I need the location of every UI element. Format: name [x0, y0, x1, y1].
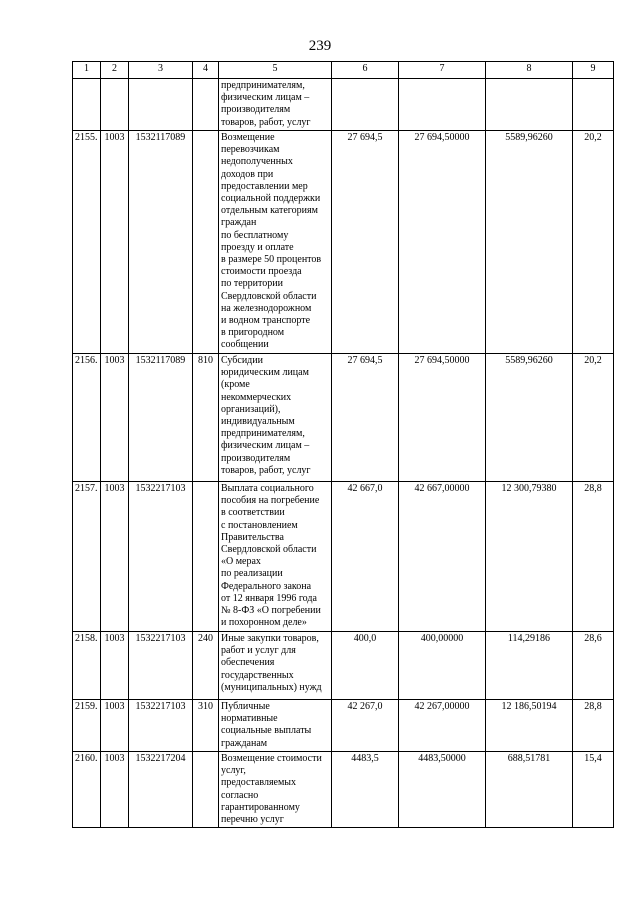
- description-cell: [219, 700, 332, 752]
- approved-amount-cell: 42 267,0: [332, 700, 399, 752]
- column-header: 6: [332, 62, 399, 79]
- executed-amount-cell: 12 300,79380: [486, 482, 573, 632]
- description-line: сообщении: [221, 339, 269, 351]
- page-number: 239: [308, 38, 332, 54]
- description-line: по территории: [221, 278, 283, 290]
- table-body: [73, 79, 614, 828]
- column-header: 5: [219, 62, 332, 79]
- description-line: физическим лицам –: [221, 440, 310, 452]
- description-cell: [219, 632, 332, 700]
- description-line: Возмещение стоимости: [221, 753, 322, 764]
- plan-amount-cell: 4483,50000: [399, 752, 486, 828]
- description-line: стоимости проезда: [221, 266, 302, 278]
- description-line: Правительства: [221, 531, 284, 543]
- target-code-cell: 1532217103: [129, 700, 193, 752]
- column-header: 2: [101, 62, 129, 79]
- description-line: Свердловской области: [221, 290, 317, 302]
- percent-cell: 15,4: [573, 752, 614, 828]
- row-number-cell: [73, 79, 101, 131]
- description-line: граждан: [221, 217, 257, 229]
- row-number-cell: 2159.: [73, 700, 101, 752]
- description-line: перечню услуг: [221, 814, 284, 826]
- expense-type-cell: [193, 752, 219, 828]
- target-code-cell: 1532217204: [129, 752, 193, 828]
- description-line: Публичные: [221, 701, 270, 712]
- table-row: [73, 482, 614, 632]
- executed-amount-cell: 12 186,50194: [486, 700, 573, 752]
- description-line: в пригородном: [221, 327, 285, 339]
- description-line: Субсидии: [221, 355, 263, 366]
- description-line: нормативные: [221, 713, 278, 725]
- description-line: предоставляемых: [221, 777, 297, 789]
- description-line: (муниципальных) нужд: [221, 681, 322, 693]
- expense-type-cell: 310: [193, 700, 219, 752]
- percent-cell: 28,6: [573, 632, 614, 700]
- description-cell: [219, 752, 332, 828]
- description-line: пособия на погребение: [221, 495, 320, 507]
- description-line: согласно: [221, 789, 259, 801]
- description-cell: [219, 131, 332, 354]
- expense-type-cell: [193, 482, 219, 632]
- plan-amount-cell: 400,00000: [399, 632, 486, 700]
- approved-amount-cell: 400,0: [332, 632, 399, 700]
- description-line: Свердловской области: [221, 544, 317, 556]
- table-row: [73, 79, 614, 131]
- description-line: и водном транспорте: [221, 315, 311, 327]
- description-line: социальной поддержки: [221, 193, 321, 205]
- executed-amount-cell: 688,51781: [486, 752, 573, 828]
- table-row: [73, 700, 614, 752]
- description-line: предпринимателям,: [221, 80, 305, 91]
- section-code-cell: 1003: [101, 354, 129, 482]
- expense-type-cell: 810: [193, 354, 219, 482]
- executed-amount-cell: 5589,96260: [486, 131, 573, 354]
- executed-amount-cell: 5589,96260: [486, 354, 573, 482]
- row-number-cell: 2160.: [73, 752, 101, 828]
- percent-cell: 28,8: [573, 482, 614, 632]
- percent-cell: 28,8: [573, 700, 614, 752]
- target-code-cell: 1532217103: [129, 482, 193, 632]
- section-code-cell: [101, 79, 129, 131]
- column-header: 7: [399, 62, 486, 79]
- description-line: предоставлении мер: [221, 180, 308, 192]
- description-line: товаров, работ, услуг: [221, 464, 311, 476]
- description-line: обеспечения: [221, 657, 275, 669]
- plan-amount-cell: [399, 79, 486, 131]
- description-line: № 8-ФЗ «О погребении: [221, 605, 321, 617]
- description-line: «О мерах: [221, 556, 261, 568]
- description-line: Возмещение: [221, 132, 275, 143]
- description-line: гражданам: [221, 737, 268, 749]
- plan-amount-cell: 27 694,50000: [399, 131, 486, 354]
- column-header: 8: [486, 62, 573, 79]
- description-line: товаров, работ, услуг: [221, 116, 311, 128]
- description-line: государственных: [221, 669, 294, 681]
- column-header: 4: [193, 62, 219, 79]
- description-line: предпринимателям,: [221, 428, 305, 440]
- approved-amount-cell: 27 694,5: [332, 354, 399, 482]
- percent-cell: 20,2: [573, 354, 614, 482]
- description-line: физическим лицам –: [221, 92, 310, 104]
- description-line: Федерального закона: [221, 580, 312, 592]
- section-code-cell: 1003: [101, 632, 129, 700]
- header-row: [73, 62, 614, 79]
- approved-amount-cell: 27 694,5: [332, 131, 399, 354]
- description-line: от 12 января 1996 года: [221, 592, 317, 604]
- description-line: в соответствии: [221, 507, 285, 519]
- expense-type-cell: [193, 79, 219, 131]
- description-line: с постановлением: [221, 519, 298, 531]
- section-code-cell: 1003: [101, 131, 129, 354]
- description-line: на железнодорожном: [221, 302, 312, 314]
- row-number-cell: 2155.: [73, 131, 101, 354]
- target-code-cell: 1532117089: [129, 354, 193, 482]
- executed-amount-cell: 114,29186: [486, 632, 573, 700]
- description-line: социальные выплаты: [221, 725, 312, 737]
- description-line: в размере 50 процентов: [221, 254, 322, 266]
- expense-type-cell: [193, 131, 219, 354]
- description-line: производителям: [221, 452, 291, 464]
- description-line: индивидуальным: [221, 416, 295, 428]
- target-code-cell: [129, 79, 193, 131]
- description-cell: [219, 482, 332, 632]
- description-line: некоммерческих: [221, 391, 292, 403]
- description-line: юридическим лицам: [221, 367, 309, 379]
- description-line: организаций),: [221, 403, 281, 415]
- description-line: работ и услуг для: [221, 645, 296, 657]
- description-line: Иные закупки товаров,: [221, 633, 319, 644]
- section-code-cell: 1003: [101, 482, 129, 632]
- approved-amount-cell: [332, 79, 399, 131]
- description-line: (кроме: [221, 379, 250, 391]
- description-line: и похоронном деле»: [221, 617, 307, 629]
- target-code-cell: 1532217103: [129, 632, 193, 700]
- plan-amount-cell: 42 667,00000: [399, 482, 486, 632]
- description-line: недополученных: [221, 156, 293, 168]
- expense-type-cell: 240: [193, 632, 219, 700]
- table-row: [73, 354, 614, 482]
- approved-amount-cell: 4483,5: [332, 752, 399, 828]
- column-header: 1: [73, 62, 101, 79]
- approved-amount-cell: 42 667,0: [332, 482, 399, 632]
- description-cell: [219, 79, 332, 131]
- plan-amount-cell: 42 267,00000: [399, 700, 486, 752]
- percent-cell: 20,2: [573, 131, 614, 354]
- description-line: проезду и оплате: [221, 241, 294, 253]
- description-line: производителям: [221, 104, 291, 116]
- description-line: гарантированному: [221, 801, 300, 813]
- description-line: по бесплатному: [221, 229, 289, 241]
- row-number-cell: 2158.: [73, 632, 101, 700]
- description-line: доходов при: [221, 168, 274, 180]
- target-code-cell: 1532117089: [129, 131, 193, 354]
- column-header: 3: [129, 62, 193, 79]
- description-line: по реализации: [221, 568, 283, 580]
- percent-cell: [573, 79, 614, 131]
- section-code-cell: 1003: [101, 700, 129, 752]
- description-line: услуг,: [221, 765, 246, 777]
- description-line: перевозчикам: [221, 144, 280, 156]
- section-code-cell: 1003: [101, 752, 129, 828]
- description-line: отдельным категориям: [221, 205, 318, 217]
- column-header: 9: [573, 62, 614, 79]
- table-row: [73, 131, 614, 354]
- budget-table: [72, 61, 614, 828]
- description-cell: [219, 354, 332, 482]
- row-number-cell: 2157.: [73, 482, 101, 632]
- table-row: [73, 752, 614, 828]
- table-row: [73, 632, 614, 700]
- row-number-cell: 2156.: [73, 354, 101, 482]
- description-line: Выплата социального: [221, 483, 314, 494]
- plan-amount-cell: 27 694,50000: [399, 354, 486, 482]
- executed-amount-cell: [486, 79, 573, 131]
